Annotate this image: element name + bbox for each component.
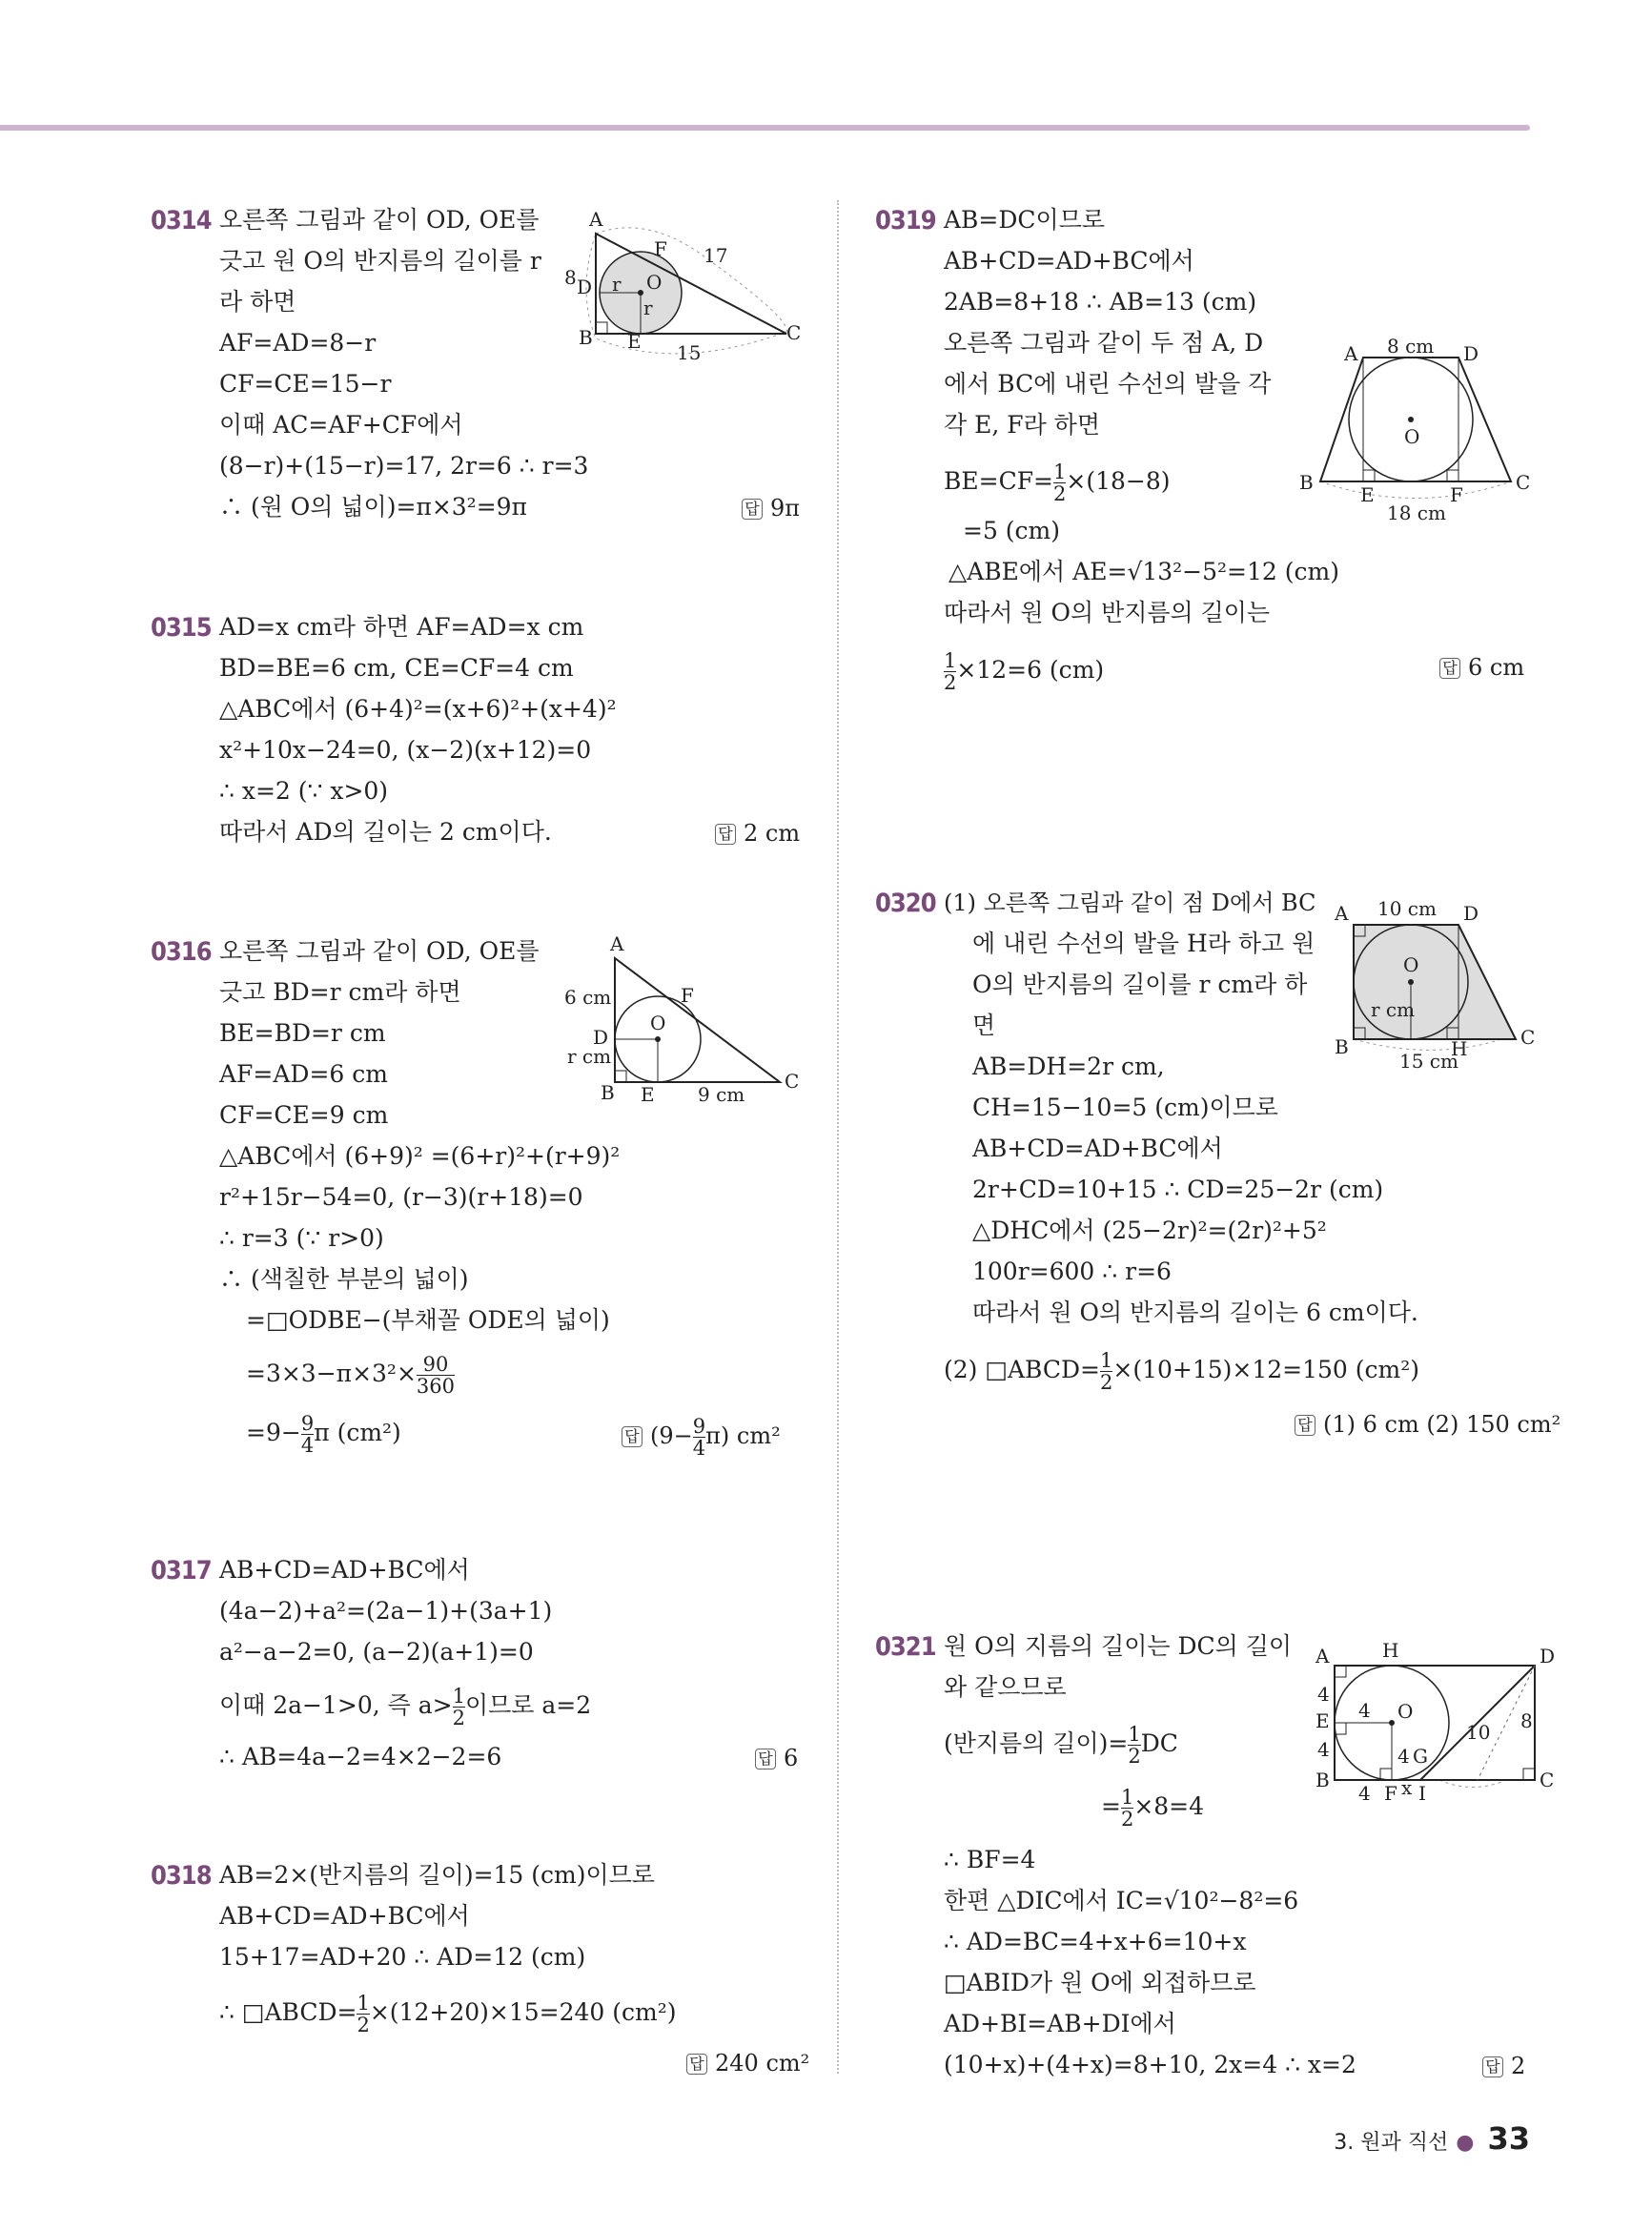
solution-line: AD+BI=AB+DI에서 <box>944 2010 1176 2037</box>
answer <box>1295 1411 1560 1438</box>
answer <box>715 820 800 847</box>
label-8: 8 <box>1520 1709 1533 1732</box>
solution-line: 2AB=8+18 ∴ AB=13 (cm) <box>944 288 1257 316</box>
solution-line: 오른쪽 그림과 같이 OD, OE를 <box>219 937 540 965</box>
solution-line: O의 반지름의 길이를 r cm라 하 <box>972 971 1308 998</box>
solution-line: 이때 AC=AF+CF에서 <box>219 411 463 439</box>
label-H: H <box>1451 1037 1468 1060</box>
label-r: r <box>612 273 622 296</box>
problem-number: 0314 <box>151 206 212 235</box>
solution-line: 오른쪽 그림과 같이 두 점 A, D <box>944 329 1264 357</box>
solution-line: 에서 BC에 내린 수선의 발을 각 <box>944 370 1272 398</box>
label-B: B <box>579 326 593 349</box>
label-8: 8 <box>564 266 577 289</box>
solution-line: 와 같으므로 <box>944 1673 1067 1701</box>
label-4: 4 <box>1317 1738 1330 1761</box>
solution-line: 2r+CD=10+15 ∴ CD=25−2r (cm) <box>972 1176 1384 1203</box>
answer-mark: 답 <box>1482 2056 1503 2077</box>
answer <box>1439 654 1524 681</box>
label-6cm: 6 cm <box>564 986 612 1009</box>
solution-line: 라 하면 <box>219 288 296 316</box>
solution-line: AB=DC이므로 <box>944 206 1105 234</box>
answer <box>1482 2053 1525 2079</box>
label-A: A <box>1335 902 1349 925</box>
answer-value: 6 <box>784 1745 799 1771</box>
label-E: E <box>1360 483 1375 506</box>
label-O: O <box>650 1012 666 1034</box>
solution-line: AB+CD=AD+BC에서 <box>219 1902 470 1930</box>
solution-line: 따라서 원 O의 반지름의 길이는 6 cm이다. <box>972 1299 1418 1326</box>
answer-mark: 답 <box>1439 658 1460 679</box>
label-A: A <box>1315 1645 1330 1667</box>
solution-line: 에 내린 수선의 발을 H라 하고 원 <box>972 930 1315 957</box>
solution-line: □ABID가 원 O에 외접하므로 <box>944 1969 1256 1996</box>
label-D: D <box>577 276 593 298</box>
label-9cm: 9 cm <box>698 1083 745 1106</box>
solution-line: ∴ x=2 (∵ x>0) <box>219 777 389 805</box>
label-B: B <box>1299 471 1314 494</box>
solution-line: 오른쪽 그림과 같이 OD, OE를 <box>219 206 540 234</box>
answer-mark: 답 <box>686 2054 707 2075</box>
solution-line: (4a−2)+a²=(2a−1)+(3a+1) <box>219 1597 553 1625</box>
label-18cm: 18 cm <box>1387 501 1446 524</box>
solution-line: 한편 △DIC에서 IC=√10²−8²=6 <box>944 1887 1299 1914</box>
answer-mark: 답 <box>622 1426 642 1447</box>
solution-line: ∴ BF=4 <box>944 1846 1036 1873</box>
problem-number: 0315 <box>151 613 212 643</box>
solution-line: 100r=600 ∴ r=6 <box>972 1258 1172 1285</box>
answer <box>686 2050 809 2077</box>
answer-value: 6 cm <box>1468 654 1525 681</box>
problem-number: 0318 <box>151 1861 212 1891</box>
solution-line: 면 <box>972 1012 996 1039</box>
label-15cm: 15 cm <box>1399 1050 1458 1073</box>
problem-number: 0319 <box>875 206 936 235</box>
label-4: 4 <box>1358 1699 1371 1722</box>
label-x: x <box>1401 1776 1413 1799</box>
label-D: D <box>1540 1645 1556 1667</box>
label-17: 17 <box>704 244 728 267</box>
page-footer <box>1334 2120 1530 2157</box>
label-C: C <box>1516 471 1531 494</box>
label-F: F <box>681 984 694 1007</box>
solution-line: 따라서 AD의 길이는 2 cm이다. <box>219 818 552 846</box>
solution-line: ∴ □ABCD= $\frac{1}{2}$ ×(12+20)×15=240 (cm²) <box>219 1992 677 2036</box>
label-D: D <box>1463 342 1479 365</box>
problem-number: 0320 <box>875 889 936 918</box>
label-B: B <box>1335 1035 1349 1058</box>
answer-mark: 답 <box>742 499 763 520</box>
solution-line: (8−r)+(15−r)=17, 2r=6 ∴ r=3 <box>219 452 589 480</box>
answer-mark: 답 <box>715 824 736 845</box>
label-4: 4 <box>1358 1782 1371 1805</box>
label-r: r <box>643 297 653 319</box>
label-O: O <box>646 271 663 294</box>
solution-line: BD=BE=6 cm, CE=CF=4 cm <box>219 654 574 682</box>
label-C: C <box>1520 1026 1536 1049</box>
solution-line: △ABE에서 AE=√13²−5²=12 (cm) <box>948 558 1339 585</box>
label-F: F <box>1450 483 1463 506</box>
solution-line: ∴ AB=4a−2=4×2−2=6 <box>219 1743 502 1770</box>
solution-line: (10+x)+(4+x)=8+10, 2x=4 ∴ x=2 <box>944 2051 1356 2078</box>
solution-line: AB+CD=AD+BC에서 <box>944 247 1194 275</box>
solution-line: =9− $\frac{9}{4}$ π (cm²) <box>246 1412 401 1457</box>
solution-line: $\frac{1}{2}$ ×12=6 (cm) <box>944 649 1105 694</box>
label-F: F <box>1384 1782 1397 1805</box>
label-B: B <box>1315 1769 1330 1791</box>
problem-number: 0321 <box>875 1632 936 1662</box>
figure-0321 <box>1306 1632 1556 1813</box>
solution-line: x²+10x−24=0, (x−2)(x+12)=0 <box>219 736 592 764</box>
page-number: 33 <box>1487 2120 1530 2157</box>
solution-line: △ABC에서 (6+4)²=(x+6)²+(x+4)² <box>219 695 617 723</box>
label-E: E <box>641 1083 655 1106</box>
solution-line: =5 (cm) <box>963 517 1061 544</box>
label-D: D <box>593 1026 609 1049</box>
answer-mark: 답 <box>1295 1415 1315 1436</box>
label-E: E <box>1315 1709 1330 1732</box>
solution-line: AB=2×(반지름의 길이)=15 (cm)이므로 <box>219 1861 655 1889</box>
solution-line: BE=CF= $\frac{1}{2}$ ×(18−8) <box>944 460 1171 505</box>
column-divider <box>837 200 839 2074</box>
solution-line: = $\frac{1}{2}$ ×8=4 <box>1101 1786 1205 1831</box>
solution-line: 긋고 BD=r cm라 하면 <box>219 978 461 1006</box>
figure-0316 <box>562 932 801 1111</box>
solution-line: =3×3−π×3²× $\frac{90}{360}$ <box>246 1353 455 1398</box>
solution-line: (반지름의 길이)= $\frac{1}{2}$ DC <box>944 1723 1178 1768</box>
figure-0319 <box>1292 334 1540 524</box>
answer-value: 2 <box>1511 2053 1526 2079</box>
problem-number: 0316 <box>151 937 212 967</box>
label-A: A <box>1344 342 1358 365</box>
solution-line: a²−a−2=0, (a−2)(a+1)=0 <box>219 1638 534 1666</box>
answer-value: 240 cm² <box>715 2050 810 2077</box>
solution-line: △DHC에서 (25−2r)²=(2r)²+5² <box>972 1217 1327 1244</box>
label-A: A <box>589 208 603 231</box>
solution-line: AB+CD=AD+BC에서 <box>972 1135 1223 1162</box>
solution-line: (1) 오른쪽 그림과 같이 점 D에서 BC <box>944 890 1316 916</box>
label-10cm: 10 cm <box>1377 897 1437 920</box>
label-O: O <box>1404 425 1420 448</box>
label-O: O <box>1397 1700 1414 1723</box>
bullet-icon: ● <box>1456 2131 1475 2155</box>
answer-value: 2 cm <box>744 820 801 847</box>
label-8cm: 8 cm <box>1387 335 1435 358</box>
label-rcm: r cm <box>567 1045 612 1068</box>
solution-line: AF=AD=8−r <box>219 329 377 357</box>
answer: 답 (9− $\frac{9}{4}$ π) cm² <box>622 1416 781 1459</box>
label-C: C <box>1540 1769 1555 1791</box>
solution-line: BE=BD=r cm <box>219 1019 386 1047</box>
label-C: C <box>785 1070 800 1093</box>
solution-line: AB+CD=AD+BC에서 <box>219 1556 470 1584</box>
solution-line: AD=x cm라 하면 AF=AD=x cm <box>219 613 584 641</box>
solution-line: r²+15r−54=0, (r−3)(r+18)=0 <box>219 1183 583 1211</box>
label-O: O <box>1403 953 1419 976</box>
figure-0320 <box>1325 891 1544 1082</box>
solution-line: CH=15−10=5 (cm)이므로 <box>972 1094 1278 1121</box>
answer-value: 9π <box>770 495 801 522</box>
label-rcm: r cm <box>1371 998 1416 1021</box>
problem-number: 0317 <box>151 1556 212 1586</box>
answer <box>755 1745 798 1771</box>
solution-line: 15+17=AD+20 ∴ AD=12 (cm) <box>219 1943 586 1971</box>
label-F: F <box>654 237 667 260</box>
label-D: D <box>1463 902 1479 925</box>
top-accent-bar <box>0 125 1530 131</box>
label-C: C <box>786 321 802 344</box>
solution-line: ∴ (색칠한 부분의 넓이) <box>219 1265 469 1293</box>
label-G: G <box>1413 1745 1428 1768</box>
solution-line: CF=CE=9 cm <box>219 1101 389 1129</box>
figure-0314 <box>562 205 801 367</box>
solution-line: AB=DH=2r cm, <box>972 1053 1165 1080</box>
label-4: 4 <box>1397 1745 1410 1768</box>
answer-value: (1) 6 cm (2) 150 cm² <box>1323 1411 1561 1438</box>
solution-line: (2) □ABCD= $\frac{1}{2}$ ×(10+15)×12=150 (cm²) <box>944 1349 1420 1394</box>
label-B: B <box>601 1081 615 1104</box>
solution-line: 원 O의 지름의 길이는 DC의 길이 <box>944 1632 1293 1660</box>
solution-line: 각 E, F라 하면 <box>944 411 1100 439</box>
label-E: E <box>627 330 642 353</box>
solution-line: 이때 2a−1>0, 즉 a> $\frac{1}{2}$ 이므로 a=2 <box>219 1685 592 1729</box>
answer-mark: 답 <box>755 1749 776 1770</box>
solution-line: 따라서 원 O의 반지름의 길이는 <box>944 599 1271 626</box>
label-A: A <box>610 932 624 955</box>
label-4: 4 <box>1317 1683 1330 1706</box>
solution-line: △ABC에서 (6+9)² =(6+r)²+(r+9)² <box>219 1142 621 1170</box>
chapter-title: 3. 원과 직선 <box>1334 2131 1449 2155</box>
solution-line: =□ODBE−(부채꼴 ODE의 넓이) <box>246 1306 610 1334</box>
label-H: H <box>1382 1639 1399 1662</box>
label-15: 15 <box>677 341 702 364</box>
solution-line: 긋고 원 O의 반지름의 길이를 r <box>219 247 541 275</box>
solution-line: ∴ r=3 (∵ r>0) <box>219 1224 384 1252</box>
solution-line: ∴ AD=BC=4+x+6=10+x <box>944 1928 1247 1955</box>
label-I: I <box>1418 1782 1426 1805</box>
answer <box>742 495 800 522</box>
label-10: 10 <box>1466 1721 1491 1744</box>
solution-line: CF=CE=15−r <box>219 370 392 398</box>
solution-line: AF=AD=6 cm <box>219 1060 388 1088</box>
solution-line: ∴ (원 O의 넓이)=π×3²=9π <box>219 493 527 521</box>
